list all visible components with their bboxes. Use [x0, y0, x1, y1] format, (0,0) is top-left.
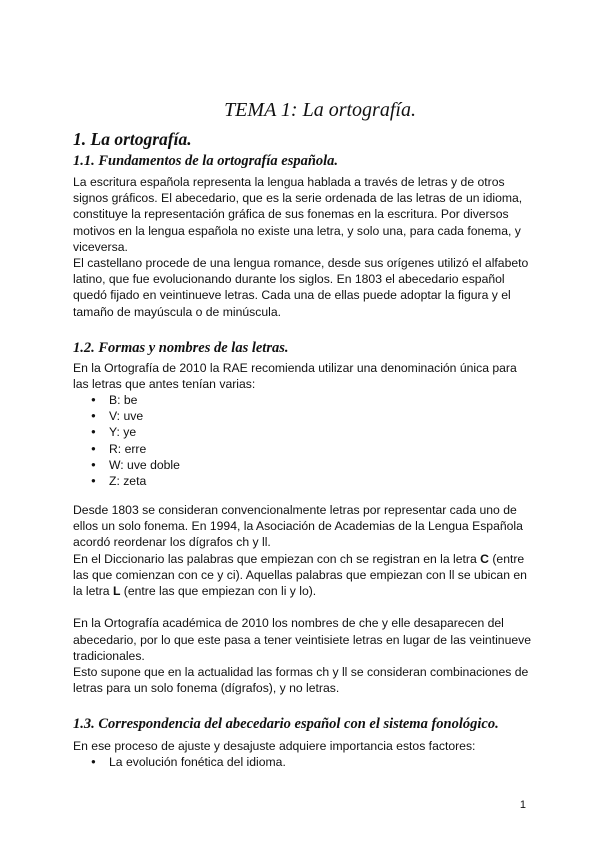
paragraph [73, 551, 533, 600]
paragraph: Desde 1803 se consideran convencionalmente letras por representar cada uno de ellos un solo fonema. En 1994, la Asociación de Academias de la Lengua Española acordó reordenar los dígrafos ch y ll. [73, 503, 523, 550]
text-run: (entre las que comienzan con ce y ci). Aquellas palabras que empiezan con ll se ubican en la letra [73, 551, 527, 599]
text-run: En el Diccionario las palabras que empiezan con ch se registran en la letra [73, 551, 481, 566]
list-item: ● Y: ye [73, 424, 180, 440]
paragraph: La escritura española representa la lengua hablada a través de letras y de otros signos gráficos. El abecedario, que es la serie ordenada de las letras de un idioma, constituye la representación gráfica de sus fonemas en la escritura. Por diversos motivos en la lengua española no existe una letra, y solo una, para cada fonema, y viceversa. [73, 175, 523, 254]
paragraph: En la Ortografía académica de 2010 los nombres de che y elle desaparecen del abecedario, por lo que este pasa a tener veintisiete letras en lugar de las veintinueve tradicionales. [73, 616, 532, 663]
subsection-heading-1-3: 1.3. Correspondencia del abecedario español con el sistema fonológico. [73, 716, 499, 732]
page-number: 1 [519, 799, 526, 811]
list-item: ● V: uve [73, 408, 180, 424]
section-heading: 1. La ortografía. [73, 129, 192, 149]
list-item: ● B: be [73, 392, 180, 408]
subsection-heading-1-1: 1.1. Fundamentos de la ortografía española. [73, 153, 339, 169]
paragraph-intro-1-2 [73, 360, 533, 392]
factors-list [73, 754, 286, 770]
list-item: ● R: erre [73, 441, 180, 457]
letter-c: C [480, 551, 489, 566]
paragraph: En ese proceso de ajuste y desajuste adquiere importancia estos factores: [73, 739, 476, 753]
paragraph-block-1-2 [73, 502, 533, 696]
letter-l: L [112, 584, 121, 599]
list-item: ● W: uve doble [73, 457, 180, 473]
list-item: ● La evolución fonética del idioma. [73, 754, 286, 770]
text-run: (entre las que empiezan con li y lo). [120, 584, 317, 599]
paragraph: El castellano procede de una lengua romance, desde sus orígenes utilizó el alfabeto latino, que fue evolucionando durante los siglos. En 1803 el abecedario español quedó fijado en veintinueve letras. Cada una de ellas puede adoptar la figura y el tamaño de mayúscula o de minúscula. [73, 256, 529, 319]
paragraph: Esto supone que en la actualidad las formas ch y ll se consideran combinaciones de letras para un solo fonema (dígrafos), y no letras. [73, 665, 529, 696]
paragraph-intro-1-3 [73, 738, 533, 754]
document-title: TEMA 1: La ortografía. [224, 99, 416, 121]
subsection-heading-1-2: 1.2. Formas y nombres de las letras. [73, 340, 289, 356]
letter-names-list [73, 392, 180, 489]
paragraph-block-1-1 [73, 174, 533, 320]
spacer [73, 599, 533, 615]
paragraph: En la Ortografía de 2010 la RAE recomienda utilizar una denominación única para las letras que antes tenían varias: [73, 361, 517, 392]
list-item: ● Z: zeta [73, 473, 180, 489]
